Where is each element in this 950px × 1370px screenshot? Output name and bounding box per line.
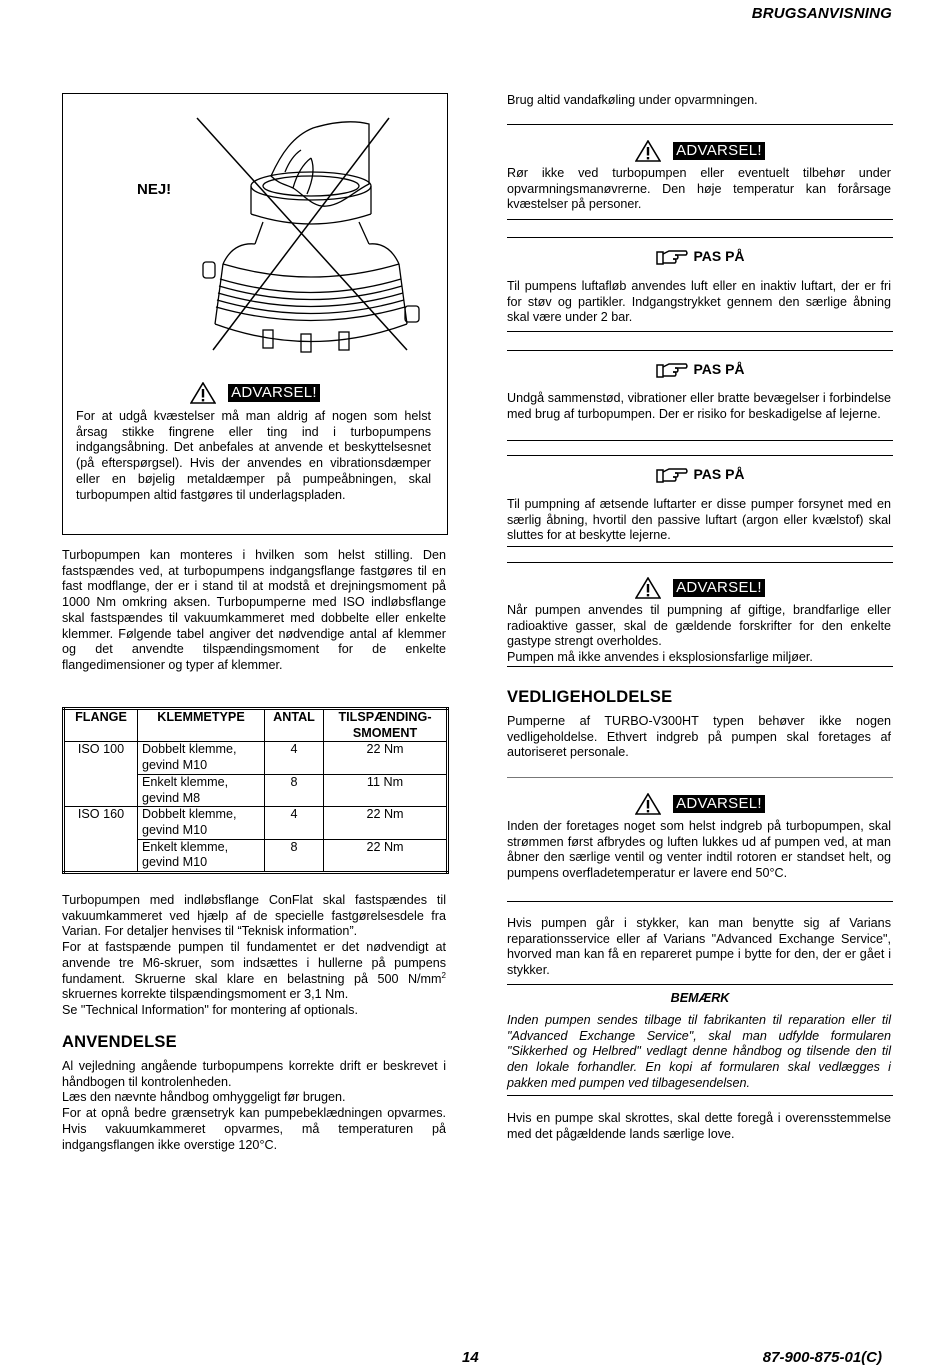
- conflat-paragraph-2: [62, 940, 446, 1003]
- table-cell-flange: ISO 100: [64, 742, 138, 807]
- anvendelse-heading: ANVENDELSE: [62, 1033, 177, 1051]
- note-header: [507, 248, 893, 266]
- table-header: FLANGE: [64, 709, 138, 742]
- warning-section: [507, 603, 891, 666]
- note-text: Til pumpens luftafløb anvendes luft eller en inaktiv luftart, der er fri for støv og partikler. Indgangstrykket gennem den særlige åbning skal være under 2 bar.: [507, 279, 891, 325]
- header-title: BRUGSANVISNING: [751, 5, 892, 22]
- page-number: 14: [462, 1349, 479, 1366]
- pointing-hand-icon: [655, 248, 689, 266]
- warning-triangle-icon: [635, 577, 661, 599]
- warning-header: [507, 793, 893, 815]
- document-number: 87-900-875-01(C): [762, 1349, 882, 1366]
- note-label: PAS PÅ: [693, 248, 745, 265]
- divider: [507, 777, 893, 778]
- warning-text-2: Pumpen må ikke anvendes i eksplosionsfarlige miljøer.: [507, 650, 813, 665]
- anvendelse-paragraph-2: Læs den nævnte håndbog omhyggeligt før brugen.: [62, 1090, 346, 1105]
- divider: [507, 546, 893, 547]
- table-cell-type: Dobbelt klemme, gevind M10: [138, 807, 265, 839]
- table-cell-count: 4: [265, 742, 324, 774]
- clamp-table: [62, 707, 449, 874]
- divider: [507, 440, 893, 441]
- conflat-paragraph-3: Se "Technical Information" for montering af optionals.: [62, 1002, 358, 1017]
- table-cell-count: 4: [265, 807, 324, 839]
- table-cell-torque: 22 Nm: [324, 742, 448, 774]
- divider: [507, 984, 893, 985]
- conflat-text-2b: skruernes korrekte tilspændingsmoment er 3,1 Nm.: [62, 987, 349, 1002]
- vedligeholdelse-heading: VEDLIGEHOLDELSE: [507, 688, 673, 706]
- conflat-paragraph-1: Turbopumpen med indløbsflange ConFlat skal fastspændes til vakuumkammeret ved hjælp af de specielle fastgørelsesdele fra Varian. For detaljer henvises til “Teknisk information”.: [62, 893, 446, 939]
- pointing-hand-icon: [655, 361, 689, 379]
- table-cell-torque: 11 Nm: [324, 774, 448, 806]
- warning-header: [507, 140, 893, 162]
- warning-text: Rør ikke ved turbopumpen eller eventuelt tilbehør under opvarmningsmanøvrerne. Den høje temperatur kan forårsage kvæstelser på personer.: [507, 166, 891, 212]
- warning-figure-box: [62, 93, 448, 535]
- conflat-text-2a: For at fastspænde pumpen til fundamentet er det nødvendigt at anvende tre M6-skruer, som indsættes i hullerne på pumpens fundament. Skruerne skal klare en belastning på 500 N/mm: [62, 940, 446, 986]
- note-text: Til pumpning af ætsende luftarter er disse pumper forsynet med en særlig åbning, hvortil den passive luftart (argon eller kvælstof) skal sluttes for at beskytte lejerne.: [507, 497, 891, 543]
- no-label: NEJ!: [137, 181, 172, 198]
- table-row: [64, 742, 448, 774]
- note-header: [507, 361, 893, 379]
- divider: [507, 219, 893, 220]
- table-cell-type: Dobbelt klemme, gevind M10: [138, 742, 265, 774]
- table-cell-flange: ISO 160: [64, 807, 138, 873]
- warning-header: [507, 577, 893, 599]
- divider: [507, 237, 893, 238]
- warning-label: ADVARSEL!: [673, 795, 765, 813]
- table-cell-torque: 22 Nm: [324, 807, 448, 839]
- note-header: [507, 466, 893, 484]
- table-cell-type: Enkelt klemme, gevind M8: [138, 774, 265, 806]
- table-cell-count: 8: [265, 839, 324, 872]
- table-row: [64, 807, 448, 839]
- vedligeholdelse-paragraph: Pumperne af TURBO-V300HT typen behøver ikke nogen vedligeholdelse. Ethvert indgreb på pumpen skal foretages af autoriseret personale.: [507, 714, 891, 760]
- warning-label: ADVARSEL!: [673, 579, 765, 597]
- divider: [507, 331, 893, 332]
- warning-label: ADVARSEL!: [228, 384, 320, 402]
- warning-header: [63, 382, 447, 404]
- note-text: Undgå sammenstød, vibrationer eller bratte bevægelser i forbindelse med brug af turbopumpen. Der er risiko for beskadigelse af lejerne.: [507, 391, 891, 421]
- table-cell-type: Enkelt klemme, gevind M10: [138, 839, 265, 872]
- superscript: 2: [441, 970, 446, 980]
- table-header: ANTAL: [265, 709, 324, 742]
- table-header: TILSPÆNDING-SMOMENT: [324, 709, 448, 742]
- table-cell-count: 8: [265, 774, 324, 806]
- divider: [507, 1095, 893, 1096]
- note-text: Inden pumpen sendes tilbage til fabrikanten til reparation eller til "Advanced Exchange Service", skal man udfylde formularen "Sikkerhed og Helbred" vedlagt denne håndbog og tilsende den til den lokale forhandler. En kopi af formularen skal vedlægges i pakken med pumpen ved tilbagesendelsen.: [507, 1013, 891, 1090]
- table-header: KLEMMETYPE: [138, 709, 265, 742]
- divider: [507, 901, 893, 902]
- warning-text: For at udgå kvæstelser må man aldrig af nogen som helst årsag stikke fingrene eller ting ind i turbopumpens indgangsåbning. Det anbefales at anvende et beskyttelsesnet (på efterspørgsel). Hvis der anvendes en vibrationsdæmper eller en bøjelig metaldæmper på pumpeåbningen, skal turbopumpen altid fastgøres til underlagspladen.: [76, 409, 431, 502]
- warning-triangle-icon: [190, 382, 216, 404]
- divider: [507, 455, 893, 456]
- warning-label: ADVARSEL!: [673, 142, 765, 160]
- conflat-section: [62, 893, 446, 1019]
- anvendelse-paragraph-3: For at opnå bedre grænsetryk kan pumpebeklædningen opvarmes. Hvis vakuumkammeret opvarmes, må temperaturen på indgangsflangen ikke overstige 120°C.: [62, 1106, 446, 1152]
- note-label: PAS PÅ: [693, 466, 745, 483]
- table-cell-torque: 22 Nm: [324, 839, 448, 872]
- warning-text: Inden der foretages noget som helst indgreb på turbopumpen, skal strømmen først afbrydes og luften lukkes ud af pumpen ved, at man åbner den særlige ventil og venter indtil rotoren er standset helt, og pumpens overfladetemperatur er lavere end 50°C.: [507, 819, 891, 881]
- pointing-hand-icon: [655, 466, 689, 484]
- divider: [507, 350, 893, 351]
- warning-triangle-icon: [635, 140, 661, 162]
- divider: [507, 124, 893, 125]
- mounting-paragraph: Turbopumpen kan monteres i hvilken som helst stilling. Den fastspændes ved, at turbopumpens indgangsflange fastgøres til en fast modflange, der er i stand til at modstå et drejningsmoment på 1000 Nm omkring aksen. Turbopumperne med ISO indløbsflange skal fastspændes til vakuumkammeret med dobbelte eller enkelte klemmer. Følgende tabel angiver det nødvendige antal af klemmer og det anvendte tilspændingsmoment for de enkelte flangedimensioner og typer af klemmer.: [62, 548, 446, 672]
- anvendelse-paragraph-1: Al vejledning angående turbopumpens korrekte drift er beskrevet i håndbogen til kontrolenheden.: [62, 1059, 446, 1089]
- note-label: BEMÆRK: [670, 991, 730, 1005]
- divider: [507, 562, 893, 563]
- divider: [507, 666, 893, 667]
- intro-text: Brug altid vandafkøling under opvarmningen.: [507, 93, 758, 107]
- anvendelse-section: [62, 1059, 446, 1153]
- scrap-paragraph: Hvis en pumpe skal skrottes, skal dette foregå i overensstemmelse med det pågældende lands særlige love.: [507, 1111, 891, 1141]
- warning-triangle-icon: [635, 793, 661, 815]
- repair-paragraph: Hvis pumpen går i stykker, kan man benytte sig af Varians reparationsservice eller af Varians "Advanced Exchange Service", hvorved man kan få en repareret pumpe i bytte for den, der er gået i stykker.: [507, 916, 891, 978]
- note-label: PAS PÅ: [693, 361, 745, 378]
- warning-text: Når pumpen anvendes til pumpning af giftige, brandfarlige eller radioaktive gasser, skal de gældende forskrifter for den enkelte gastype strengt overholdes.: [507, 603, 891, 649]
- pump-illustration: [193, 114, 423, 354]
